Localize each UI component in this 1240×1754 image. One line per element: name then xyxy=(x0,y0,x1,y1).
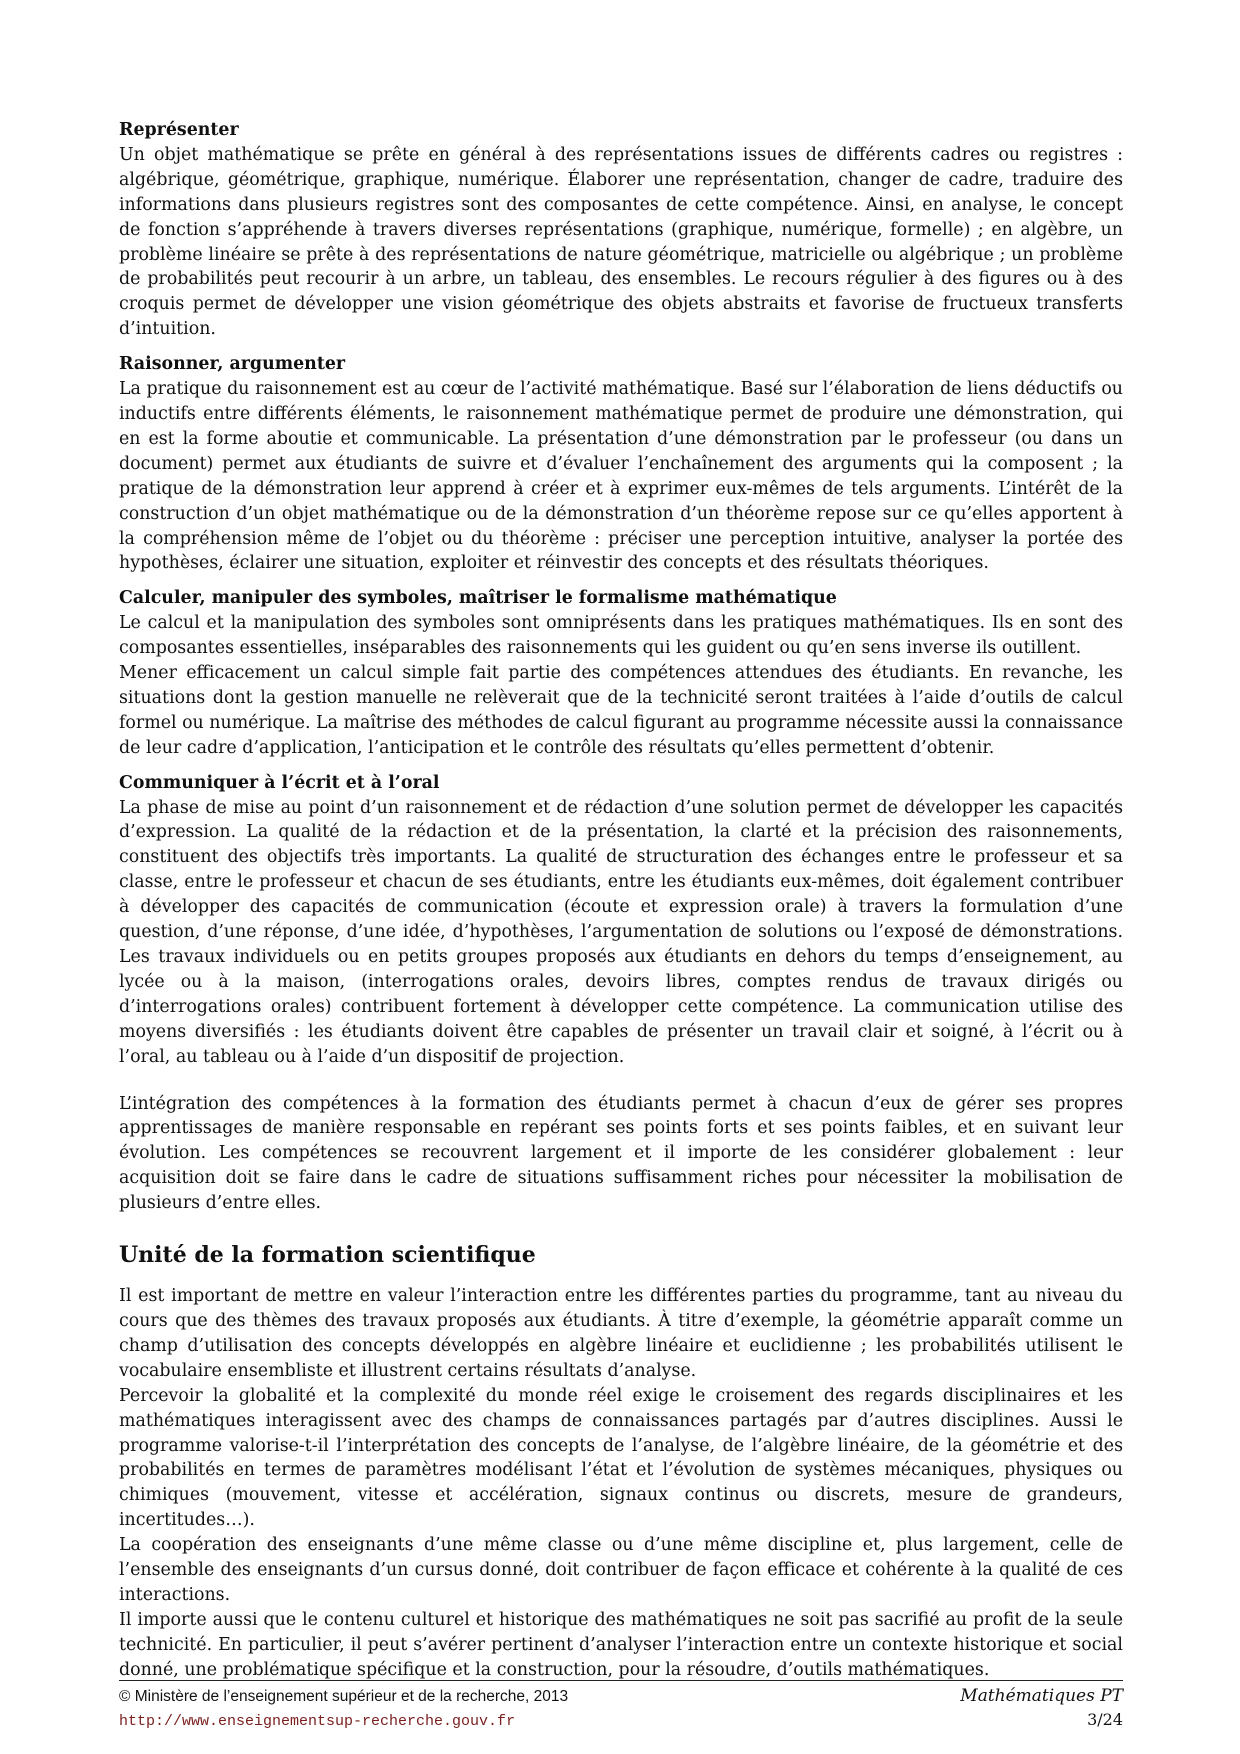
unit-paragraph: Il importe aussi que le contenu culturel et historique des mathématiques ne soit pas sacrifié au profit de la seule technicité. En particulier, il peut s’avérer pertinent d’analyser l’interaction entre un contexte historique et social donné, une problématique spécifique et la construction, pour la résoudre, d’outils mathématiques. xyxy=(119,1609,1123,1680)
footer-row-top xyxy=(119,1686,1123,1710)
unit-body xyxy=(119,1284,1123,1683)
section-raisonner xyxy=(119,352,1123,576)
section-body: Un objet mathématique se prête en général à des représentations issues de différents cadres ou registres : algébrique, géométrique, graphique, numérique. Élaborer une représentation, changer de cadre, traduire des informations dans plusieurs registres sont des composantes de cette compétence. Ainsi, en analyse, le concept de fonction s’appréhende à travers diverses représentations (graphique, numérique, formelle) ; en algèbre, un problème linéaire se prête à des représentations de nature géométrique, matricielle ou algébrique ; un problème de probabilités peut recourir à un arbre, un tableau, des ensembles. Le recours régulier à des figures ou à des croquis permet de développer une vision géométrique des objets abstraits et favorise de fructueux transferts d’intuition. xyxy=(119,144,1123,340)
section-body: La phase de mise au point d’un raisonnement et de rédaction d’une solution permet de développer les capacités d’expression. La qualité de la rédaction et de la présentation, la clarté et la précision des raisonnements, constituent des objectifs très importants. La qualité de structuration des échanges entre le professeur et sa classe, entre le professeur et chacun de ses étudiants, entre les étudiants eux-mêmes, doit également contribuer à développer des capacités de communication (écoute et expression orale) à travers la formulation d’une question, d’une réponse, d’une idée, d’hypothèses, l’argumentation de solutions ou l’exposé de démonstrations. Les travaux individuels ou en petits groupes proposés aux étudiants en dehors du temps d’enseignement, au lycée ou à la maison, (interrogations orales, devoirs libres, comptes rendus de travaux dirigés ou d’interrogations orales) contribuent fortement à développer cette compétence. La communication utilise des moyens diversifiés : les étudiants doivent être capables de présenter un travail clair et soigné, à l’écrit ou à l’oral, au tableau ou à l’aide d’un dispositif de projection. xyxy=(119,797,1123,1067)
section-communiquer xyxy=(119,771,1123,1070)
unit-paragraph: Percevoir la globalité et la complexité du monde réel exige le croisement des regards disciplinaires et les mathématiques interagissent avec des champs de connaissances partagés par d’autres disciplines. Aussi le programme valorise-t-il l’interprétation des concepts de l’analyse, de l’algèbre linéaire, de la géométrie et des probabilités en termes de paramètres modélisant l’état et l’évolution de systèmes mécaniques, physiques ou chimiques (mouvement, vitesse et accélération, signaux continus ou discrets, mesure de grandeurs, incertitudes…). xyxy=(119,1385,1123,1531)
unit-paragraph: Il est important de mettre en valeur l’interaction entre les différentes parties du programme, tant au niveau du cours que des thèmes des travaux proposés aux étudiants. À titre d’exemple, la géométrie apparaît comme un champ d’utilisation des concepts développés en algèbre linéaire et euclidienne ; les probabilités utilisent le vocabulaire ensembliste et illustrent certains résultats d’analyse. xyxy=(119,1286,1123,1381)
section-heading: Calculer, manipuler des symboles, maîtriser le formalisme mathématique xyxy=(119,588,837,609)
section-heading: Raisonner, argumenter xyxy=(119,354,346,375)
document-title: Mathématiques PT xyxy=(960,1686,1123,1706)
main-content xyxy=(119,118,1123,1683)
section-calculer xyxy=(119,586,1123,760)
section-paragraph: Le calcul et la manipulation des symboles sont omniprésents dans les pratiques mathématiques. Ils en sont des composantes essentielles, inséparables des raisonnements qui les guident ou qu’en sens inverse ils outillent. xyxy=(119,613,1123,659)
page-number: 3/24 xyxy=(1087,1710,1123,1729)
website-link[interactable]: http://www.enseignementsup-recherche.gouv.fr xyxy=(119,1713,516,1730)
section-body: La pratique du raisonnement est au cœur de l’activité mathématique. Basé sur l’élaboration de liens déductifs ou inductifs entre différents éléments, le raisonnement mathématique permet de produire une démonstration, qui en est la forme aboutie et communicable. La présentation d’une démonstration par le professeur (ou dans un document) permet aux étudiants de suivre et d’évaluer l’enchaînement des arguments qui la composent ; la pratique de la démonstration leur apprend à créer et à exprimer eux-mêmes de tels arguments. L’intérêt de la construction d’un objet mathématique ou de la démonstration d’un théorème repose sur ce qu’elles apportent à la compréhension même de l’objet ou du théorème : préciser une perception intuitive, analyser la portée des hypothèses, éclairer une situation, exploiter et réinvestir des concepts et des résultats théoriques. xyxy=(119,379,1123,574)
section-heading: Communiquer à l’écrit et à l’oral xyxy=(119,772,440,793)
unit-paragraph: La coopération des enseignants d’une même classe ou d’une même discipline et, plus largement, celle de l’ensemble des enseignants d’un cursus donné, doit contribuer de façon efficace et cohérente à la qualité de ces interactions. xyxy=(119,1535,1123,1605)
section-representer xyxy=(119,118,1123,342)
page-footer xyxy=(119,1680,1123,1734)
section-paragraph: Mener efficacement un calcul simple fait partie des compétences attendues des étudiants. En revanche, les situations dont la gestion manuelle ne relèverait que de la technicité seront traitées à l’aide d’outils de calcul formel ou numérique. La maîtrise des méthodes de calcul figurant au programme nécessite aussi la connaissance de leur cadre d’application, l’anticipation et le contrôle des résultats qu’elles permettent d’obtenir. xyxy=(119,663,1124,758)
footer-row-bottom xyxy=(119,1710,1123,1734)
unit-title: Unité de la formation scientifique xyxy=(119,1242,536,1269)
closing-paragraph-block xyxy=(119,1092,1123,1217)
section-heading: Représenter xyxy=(119,120,239,140)
copyright-text: © Ministère de l’enseignement supérieur et de la recherche, 2013 xyxy=(119,1688,569,1705)
closing-paragraph: L’intégration des compétences à la formation des étudiants permet à chacun d’eux de gérer ses propres apprentissages de manière responsable en repérant ses points forts et ses points faibles, et en suivant leur évolution. Les compétences se recouvrent largement et il importe de les considérer globalement : leur acquisition doit se faire dans le cadre de situations suffisamment riches pour nécessiter la mobilisation de plusieurs d’entre elles. xyxy=(119,1093,1123,1214)
